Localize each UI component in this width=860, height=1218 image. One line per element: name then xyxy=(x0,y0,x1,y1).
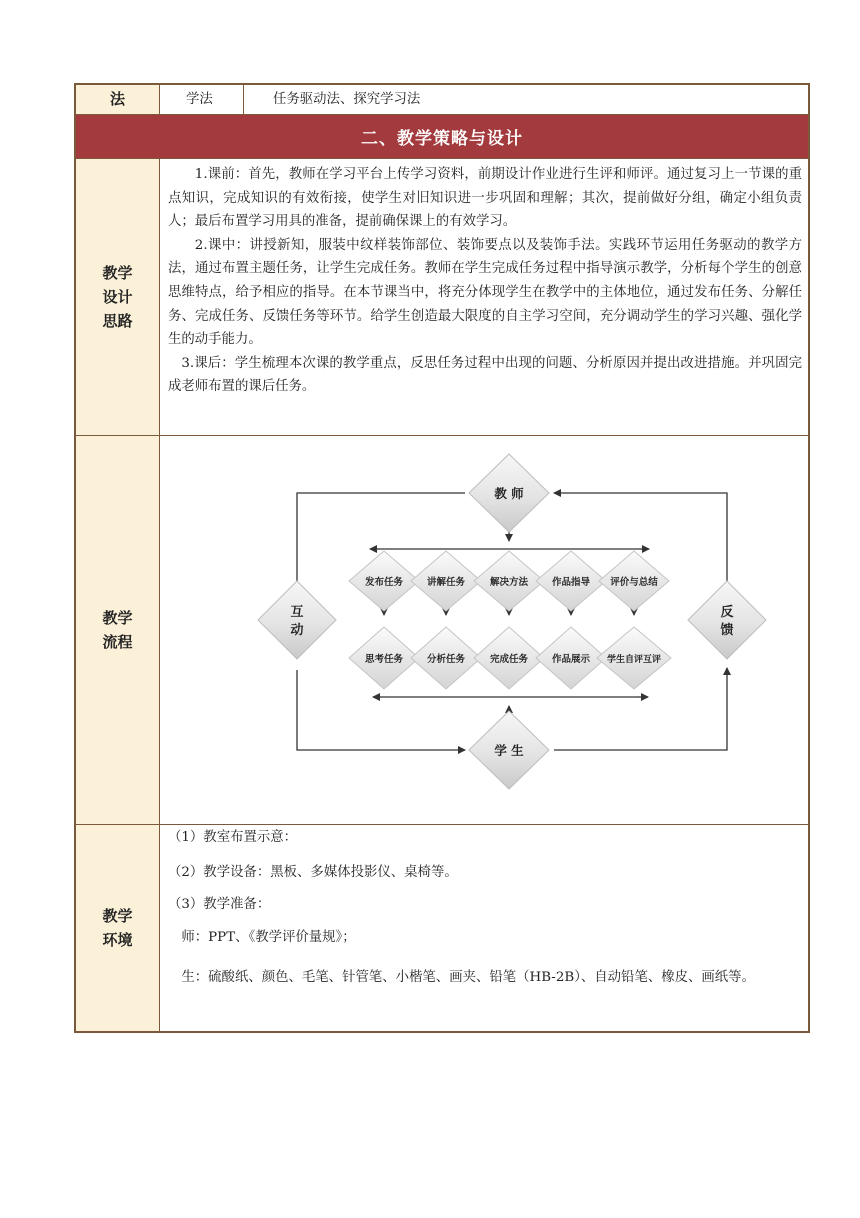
feedback-label-1: 反 xyxy=(720,605,734,620)
env-row xyxy=(76,825,808,1031)
top-step-5 xyxy=(599,551,669,611)
flow-diagram-cell xyxy=(160,436,808,824)
design-label-line2: 设计 xyxy=(102,288,133,306)
design-paragraph-before: 1.课前：首先，教师在学习平台上传学习资料，前期设计作业进行生评和师评。通过复习上一节课的重点知识，完成知识的有效衔接，使学生对旧知识进一步巩固和理解；其次，提前做好分组，确定小组负责人；最后布置学习用具的准备，提前确保课上的有效学习。 xyxy=(168,167,802,230)
bottom-step-4 xyxy=(536,627,606,689)
bottom-step-5 xyxy=(597,627,671,689)
design-paragraph-during: 2.课中：讲授新知，服装中纹样装饰部位、装饰要点以及装饰手法。实践环节运用任务驱动的教学方法，通过布置主题任务，让学生完成任务。教师在学生完成任务过程中指导演示教学，分析每个学生的创意思维特点，给予相应的指导。在本节课当中，将充分体现学生在教学中的主体地位，通过发布任务、分解任务、完成任务、反馈任务等环节。给学生创造最大限度的自主学习空间，充分调动学生的学习兴趣、强化学生的动手能力。 xyxy=(168,237,802,348)
feedback-node xyxy=(688,581,766,659)
top-step-4 xyxy=(536,551,606,611)
env-content xyxy=(160,825,808,1031)
env-item-teacher: 师：PPT、《教学评价量规》； xyxy=(181,930,356,945)
method-cells xyxy=(160,85,808,114)
flow-row xyxy=(76,436,808,825)
design-row xyxy=(76,159,808,436)
method-content xyxy=(244,85,808,114)
env-item-equipment: （2）教学设备：黑板、多媒体投影仪、桌椅等。 xyxy=(168,865,458,880)
env-item-preparation: （3）教学准备： xyxy=(168,897,271,912)
interaction-node xyxy=(258,581,336,659)
method-sub-label xyxy=(160,85,244,114)
top-step-3 xyxy=(474,551,544,611)
top-step-1-label: 发布任务 xyxy=(364,577,404,588)
student-node xyxy=(469,711,549,789)
env-label xyxy=(76,825,160,1031)
top-step-1 xyxy=(349,551,419,611)
design-content xyxy=(160,159,808,435)
method-label xyxy=(76,85,160,114)
feedback-label-2: 馈 xyxy=(720,623,734,638)
top-step-5-label: 评价与总结 xyxy=(610,577,658,588)
env-label-line2: 环境 xyxy=(102,931,133,949)
teacher-node xyxy=(469,454,549,532)
env-label-line1: 教学 xyxy=(102,907,133,925)
teaching-flow-diagram xyxy=(160,436,810,824)
flow-label-line1: 教学 xyxy=(102,609,133,627)
interaction-label-1: 互 xyxy=(290,605,304,620)
flow-connectors xyxy=(297,493,727,750)
bottom-step-3-label: 完成任务 xyxy=(489,654,529,665)
interaction-label-2: 动 xyxy=(290,623,304,638)
method-row xyxy=(76,85,808,115)
lesson-table xyxy=(74,83,810,1033)
top-step-4-label: 作品指导 xyxy=(551,577,591,588)
design-paragraph-after: 3.课后：学生梳理本次课的教学重点，反思任务过程中出现的问题、分析原因并提出改进措施。并巩固完成老师布置的课后任务。 xyxy=(168,355,802,395)
design-label-line3: 思路 xyxy=(102,312,133,330)
section-banner xyxy=(76,115,808,159)
design-label-line1: 教学 xyxy=(102,264,133,282)
top-step-3-label: 解决方法 xyxy=(489,577,529,588)
bottom-step-4-label: 作品展示 xyxy=(551,654,591,665)
method-content-text: 任务驱动法、探究学习法 xyxy=(273,92,421,107)
flow-label-line2: 流程 xyxy=(102,633,133,651)
section-title: 二、教学策略与设计 xyxy=(361,129,523,149)
bottom-step-1 xyxy=(349,627,419,689)
teacher-label: 教 师 xyxy=(494,486,524,501)
flow-label xyxy=(76,436,160,824)
bottom-step-1-label: 思考任务 xyxy=(364,654,404,665)
env-item-student: 生：硫酸纸、颜色、毛笔、针管笔、小楷笔、画夹、铅笔（HB-2B）、自动铅笔、橡皮、画纸等。 xyxy=(181,970,755,985)
bottom-step-5-label: 学生自评互评 xyxy=(606,655,662,665)
bottom-step-2 xyxy=(411,627,481,689)
top-step-2 xyxy=(411,551,481,611)
method-label-text: 法 xyxy=(109,90,125,108)
top-step-2-label: 讲解任务 xyxy=(426,577,466,588)
env-item-layout: （1）教室布置示意： xyxy=(168,830,298,845)
method-sub-label-text: 学法 xyxy=(186,92,213,107)
design-label xyxy=(76,159,160,435)
bottom-step-2-label: 分析任务 xyxy=(426,654,466,665)
bottom-step-3 xyxy=(474,627,544,689)
student-label: 学 生 xyxy=(494,743,524,758)
